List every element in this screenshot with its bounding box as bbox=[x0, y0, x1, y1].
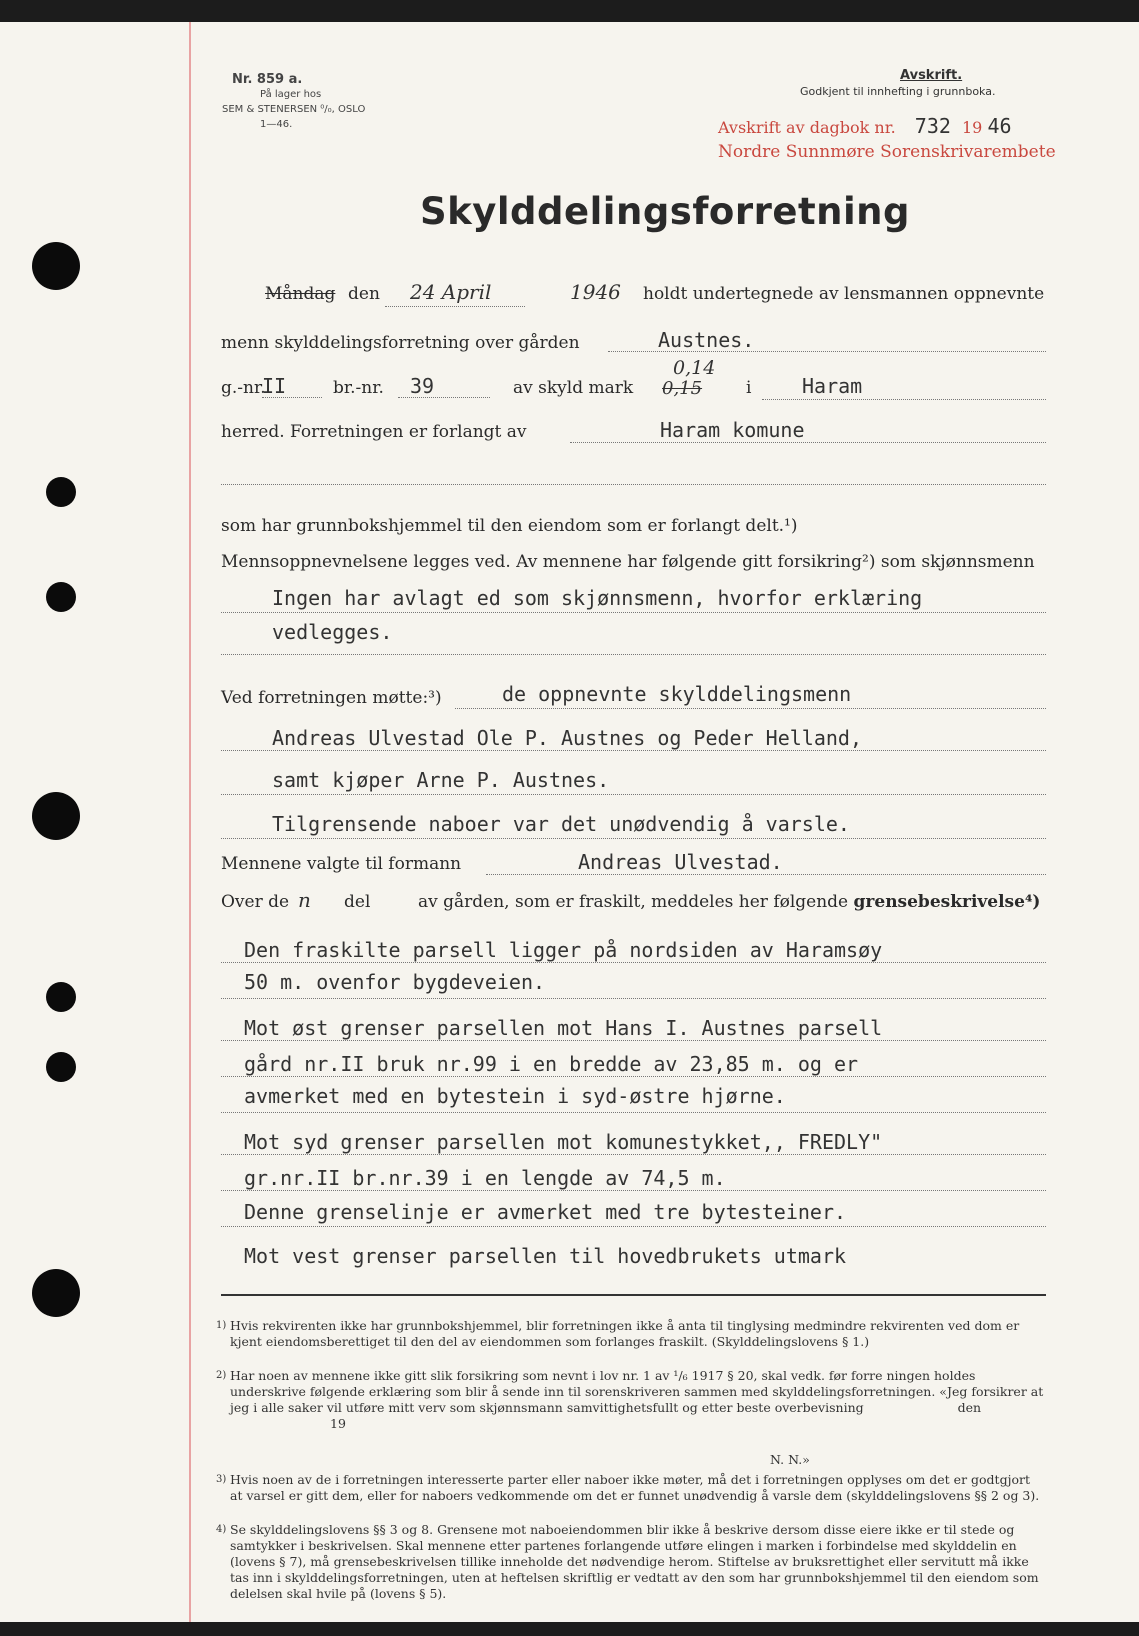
year-value: 1946 bbox=[570, 280, 621, 304]
year-prefix: 19 bbox=[962, 118, 983, 137]
avskrift-title: Avskrift. bbox=[900, 68, 963, 83]
footnote-den: den bbox=[957, 1400, 982, 1415]
footnote-2 bbox=[216, 1368, 1045, 1432]
printer-imprint bbox=[222, 72, 452, 132]
requester-label: herred. Forretningen er forlangt av bbox=[221, 422, 527, 442]
forsikring-text-2: vedlegges. bbox=[272, 620, 393, 644]
stock-line: På lager hos bbox=[260, 89, 322, 100]
footnote-mark: 3) bbox=[216, 1474, 227, 1485]
footnote-mark: 4) bbox=[216, 1524, 227, 1535]
footnote-1 bbox=[216, 1318, 1045, 1350]
mote-line-2: Andreas Ulvestad Ole P. Austnes og Peder Helland, bbox=[272, 726, 863, 750]
footnote-3 bbox=[216, 1472, 1045, 1504]
description-line-7: gr.nr.II br.nr.39 i en lengde av 74,5 m. bbox=[244, 1166, 726, 1190]
forsikring-text-1: Ingen har avlagt ed som skjønnsmenn, hvorfor erklæring bbox=[272, 586, 923, 610]
grunnbok-line: som har grunnbokshjemmel til den eiendom som er forlangt delt.¹) bbox=[221, 516, 798, 536]
menn-line: Mennsoppnevnelsene legges ved. Av mennene har følgende gitt forsikring²) som skjønnsmenn bbox=[221, 552, 1035, 572]
formann-name: Andreas Ulvestad. bbox=[578, 850, 783, 874]
bnr-value: 39 bbox=[410, 374, 435, 398]
grensebeskrivelse-label: grensebeskrivelse⁴) bbox=[853, 892, 1041, 912]
punch-hole bbox=[32, 242, 80, 290]
description-line-4: gård nr.II bruk nr.99 i en bredde av 23,85 m. og er bbox=[244, 1052, 859, 1076]
farm-name: Austnes. bbox=[658, 328, 755, 352]
gnr-label: g.-nr. bbox=[221, 378, 266, 398]
punch-hole bbox=[46, 477, 76, 507]
punch-hole bbox=[32, 792, 80, 840]
bnr-label: br.-nr. bbox=[333, 378, 384, 398]
skyld-label: av skyld mark bbox=[513, 378, 634, 398]
i-label: i bbox=[746, 378, 752, 398]
description-line-1: Den fraskilte parsell ligger på nordsiden av Haramsøy bbox=[244, 938, 883, 962]
year-suffix: 46 bbox=[987, 114, 1012, 138]
old-skyld-value: 0,15 bbox=[662, 378, 703, 399]
mote-line-4: Tilgrensende naboer var det unødvendig å varsle. bbox=[272, 812, 850, 836]
dagbok-stamp bbox=[718, 114, 1118, 138]
gard-label: menn skylddelingsforretning over gården bbox=[221, 333, 580, 353]
requester-name: Haram komune bbox=[660, 418, 805, 442]
edition: 1—46. bbox=[260, 119, 293, 130]
date-value: 24 April bbox=[410, 280, 492, 304]
new-skyld-value: 0,14 bbox=[673, 357, 716, 379]
formann-label: Mennene valgte til formann bbox=[221, 854, 462, 874]
approved-note: Godkjent til innhefting i grunnboka. bbox=[800, 85, 996, 98]
punch-hole bbox=[46, 1052, 76, 1082]
office-stamp: Nordre Sunnmøre Sorenskrivarembete bbox=[718, 142, 1056, 162]
description-line-8: Denne grenselinje er avmerket med tre bytesteiner. bbox=[244, 1200, 847, 1224]
description-line-5: avmerket med en bytestein i syd-østre hjørne. bbox=[244, 1084, 786, 1108]
description-line-6: Mot syd grenser parsellen mot komunestykket,, FREDLY" bbox=[244, 1130, 883, 1154]
footnote-text: Har noen av mennene ikke gitt slik forsikring som nevnt i lov nr. 1 av ¹/₆ 1917 § 20, skal vedk. før forre ningen holdes underskrive følgende erklæring som blir å sende inn til sorenskriveren sammen med skylddelingsforretningen. «Jeg forsikrer at jeg i alle saker vil utføre mitt verv som skjønnsmann samvittighetsfullt og etter beste overbevisning bbox=[230, 1368, 1044, 1415]
footnote-text: Se skylddelingslovens §§ 3 og 8. Grensene mot naboeiendommen blir ikke å beskrive dersom disse eiere ikke er til stede og samtykker i beskrivelsen. Skal mennene etter partenes forlangende utføre elingen i marken i forbindelse med skylddelin en (lovens § 7), må grensebeskrivelsen tillike inneholde det nødvendige herom. Stiftelse av bruksrettighet eller servitutt må ikke tas inn i skylddelingsforretningen, uten at heftelsen skriftlig er vedtatt av den som har grunnbokshjemmel til den eiendom som delelsen skal hvile på (lovens § 5). bbox=[230, 1522, 1039, 1601]
del-label: del bbox=[344, 892, 371, 912]
footnote-text: Hvis noen av de i forretningen interesserte parter eller naboer ikke møter, må det i forretningen opplyses om det er godtgjort at varsel er gitt dem, eller for naboers vedkommende om det er funnet unødvendig å varsle dem (skylddelingslovens §§ 2 og 3). bbox=[230, 1472, 1040, 1503]
over-n: n bbox=[298, 888, 311, 912]
dagbok-label: Avskrift av dagbok nr. bbox=[718, 118, 896, 137]
description-line-9: Mot vest grenser parsellen til hovedbrukets utmark bbox=[244, 1244, 847, 1268]
blank-line bbox=[221, 484, 1046, 485]
mote-line-1: de oppnevnte skylddelingsmenn bbox=[502, 682, 852, 706]
over-de-label: Over de bbox=[221, 892, 290, 912]
punch-hole bbox=[46, 582, 76, 612]
description-line-3: Mot øst grenser parsellen mot Hans I. Austnes parsell bbox=[244, 1016, 883, 1040]
dagbok-number: 732 bbox=[914, 114, 951, 138]
avskrift-block bbox=[800, 68, 1100, 100]
form-number: Nr. 859 a. bbox=[232, 72, 303, 87]
den-label: den bbox=[348, 284, 380, 304]
line1-rest: holdt undertegnede av lensmannen oppnevnte bbox=[643, 284, 1045, 304]
footnote-year: 19 bbox=[330, 1416, 346, 1431]
publisher: SEM & STENERSEN ⁰/₀, OSLO bbox=[222, 104, 366, 115]
margin-line bbox=[189, 22, 191, 1622]
herred-name: Haram bbox=[802, 374, 863, 398]
weekday: Måndag bbox=[265, 284, 336, 304]
footnote-separator bbox=[221, 1294, 1046, 1296]
description-line-2: 50 m. ovenfor bygdeveien. bbox=[244, 970, 546, 994]
document-page bbox=[0, 22, 1139, 1622]
gnr-value: II bbox=[262, 374, 287, 398]
over-rest: av gården, som er fraskilt, meddeles her følgende grensebeskrivelse⁴) bbox=[418, 892, 1041, 912]
footnote-text: Hvis rekvirenten ikke har grunnbokshjemmel, blir forretningen ikke å anta til tinglysing medmindre rekvirenten ved dom er kjent eiendomsberettiget til den del av eiendommen som forlanges fraskilt. (Skylddelingslovens § 1.) bbox=[230, 1318, 1020, 1349]
mote-label: Ved forretningen møtte:³) bbox=[221, 688, 442, 708]
punch-hole bbox=[46, 982, 76, 1012]
footnote-mark: 1) bbox=[216, 1320, 227, 1331]
document-title: Skylddelingsforretning bbox=[420, 190, 910, 233]
punch-hole bbox=[32, 1269, 80, 1317]
footnote-4 bbox=[216, 1522, 1045, 1602]
footnote-mark: 2) bbox=[216, 1370, 227, 1381]
mote-line-3: samt kjøper Arne P. Austnes. bbox=[272, 768, 610, 792]
footnote-signature: N. N.» bbox=[770, 1452, 810, 1467]
